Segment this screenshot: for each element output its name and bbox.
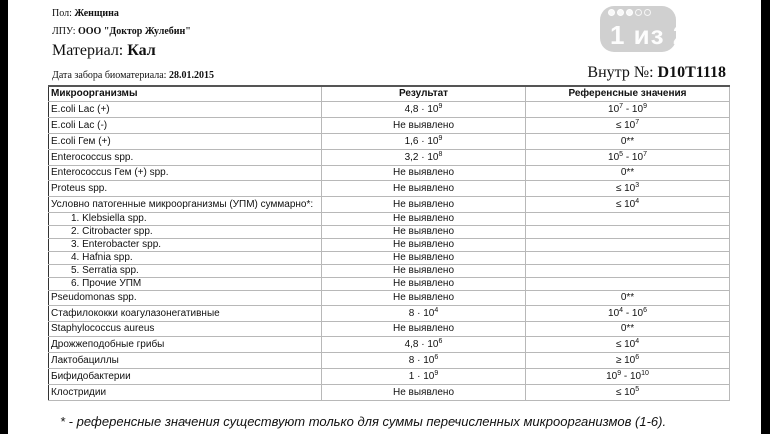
- reference-base: ≤ 10: [615, 182, 636, 194]
- result-base: 4,8 · 10: [404, 338, 439, 350]
- result-value: [322, 353, 526, 369]
- table-row: [49, 306, 730, 322]
- result-base: 8 · 10: [408, 354, 435, 366]
- reference-base: 10: [608, 151, 620, 163]
- reference-value: [526, 385, 730, 401]
- page-dot: [608, 9, 615, 16]
- reference-exponent: 4: [619, 306, 624, 314]
- microorganism-name: E.coli Lac (+): [49, 102, 322, 118]
- result-base: 1 · 10: [408, 370, 435, 382]
- reference-value: [526, 181, 730, 197]
- lpu-value: ООО "Доктор Жулебин": [77, 26, 191, 37]
- reference-value: [526, 252, 730, 265]
- reference-value: [526, 197, 730, 213]
- result-exponent: 9: [438, 134, 443, 142]
- table-row: [49, 134, 730, 150]
- reference-value: [526, 118, 730, 134]
- sex-value: Женщина: [74, 8, 119, 19]
- reference-exponent: 5: [635, 385, 640, 393]
- reference-exponent: 9: [617, 369, 622, 377]
- microorganism-name: 6. Прочие УПМ: [49, 278, 322, 291]
- results-table: [48, 85, 730, 401]
- reference-exponent: 6: [643, 306, 647, 314]
- reference-value: [526, 306, 730, 322]
- reference-value: [526, 278, 730, 291]
- reference-exponent: 10: [641, 369, 649, 377]
- reference-exponent: 6: [635, 353, 640, 361]
- result-exponent: 9: [438, 102, 443, 110]
- result-value: Не выявлено: [322, 385, 526, 401]
- reference-value: [526, 337, 730, 353]
- table-row: [49, 239, 730, 252]
- reference-base: - 10: [623, 151, 644, 163]
- result-base: 4,8 · 10: [404, 103, 439, 115]
- reference-base: 10: [608, 307, 620, 319]
- sex-label: Пол:: [52, 8, 72, 19]
- result-exponent: 6: [434, 353, 439, 361]
- column-header-reference: Референсные значения: [526, 86, 730, 102]
- reference-exponent: 7: [635, 118, 640, 126]
- reference-base: - 10: [621, 370, 642, 382]
- reference-base: 10: [608, 103, 620, 115]
- table-row: [49, 353, 730, 369]
- result-exponent: 8: [438, 150, 443, 158]
- table-row: [49, 197, 730, 213]
- date-value: 28.01.2015: [168, 70, 214, 81]
- reference-value: [526, 226, 730, 239]
- table-row: [49, 213, 730, 226]
- result-exponent: 4: [434, 306, 439, 314]
- reference-value: [526, 239, 730, 252]
- reference-value: [526, 369, 730, 385]
- result-base: 8 · 10: [408, 307, 435, 319]
- column-header-result: Результат: [322, 86, 526, 102]
- result-exponent: 9: [434, 369, 439, 377]
- lpu-label: ЛПУ:: [52, 26, 76, 37]
- page-dot: [617, 9, 624, 16]
- sample-date-line: [52, 70, 214, 81]
- reference-base: ≤ 10: [615, 386, 636, 398]
- material-value: Кал: [127, 42, 156, 59]
- footnote: * - референсные значения существуют только для суммы перечисленных микроорганизмов (1-6).: [60, 414, 667, 429]
- result-value: Не выявлено: [322, 291, 526, 306]
- reference-base: - 10: [623, 307, 644, 319]
- result-value: Не выявлено: [322, 265, 526, 278]
- table-row: [49, 265, 730, 278]
- result-value: Не выявлено: [322, 322, 526, 337]
- microorganism-name: 5. Serratia spp.: [49, 265, 322, 278]
- page-dot: [635, 9, 642, 16]
- microorganism-name: Стафилококки коагулазонегативные: [49, 306, 322, 322]
- reference-value: 0**: [526, 166, 730, 181]
- lpu-line: [52, 26, 191, 37]
- viewer-left-edge: [0, 0, 8, 434]
- microorganism-name: Бифидобактерии: [49, 369, 322, 385]
- table-row: [49, 166, 730, 181]
- page-dot: [626, 9, 633, 16]
- result-value: Не выявлено: [322, 278, 526, 291]
- page-counter: 1 из 2: [610, 20, 689, 50]
- microorganism-name: Pseudomonas spp.: [49, 291, 322, 306]
- reference-exponent: 5: [619, 150, 624, 158]
- result-value: Не выявлено: [322, 252, 526, 265]
- reference-base: ≤ 10: [615, 119, 636, 131]
- table-row: [49, 150, 730, 166]
- microorganism-name: 4. Hafnia spp.: [49, 252, 322, 265]
- microorganism-name: Staphylococcus aureus: [49, 322, 322, 337]
- result-value: [322, 102, 526, 118]
- result-value: Не выявлено: [322, 213, 526, 226]
- result-value: Не выявлено: [322, 239, 526, 252]
- table-row: [49, 291, 730, 306]
- table-row: [49, 181, 730, 197]
- microorganism-name: Enterococcus Гем (+) spp.: [49, 166, 322, 181]
- table-row: [49, 252, 730, 265]
- microorganism-name: Proteus spp.: [49, 181, 322, 197]
- reference-exponent: 9: [643, 102, 647, 110]
- table-row: [49, 102, 730, 118]
- reference-base: ≤ 10: [615, 198, 636, 210]
- internal-value: D10T1118: [657, 64, 726, 81]
- result-value: Не выявлено: [322, 166, 526, 181]
- reference-base: 10: [606, 370, 618, 382]
- column-header-microorganisms: Микроорганизмы: [49, 86, 322, 102]
- reference-value: [526, 102, 730, 118]
- table-row: [49, 226, 730, 239]
- microorganism-name: Лактобациллы: [49, 353, 322, 369]
- internal-number-line: [587, 64, 726, 82]
- viewer-right-edge: [761, 0, 770, 434]
- result-exponent: 6: [438, 337, 443, 345]
- result-value: Не выявлено: [322, 118, 526, 134]
- result-value: [322, 369, 526, 385]
- table-row: [49, 118, 730, 134]
- microorganism-name: Условно патогенные микроорганизмы (УПМ) суммарно*:: [49, 197, 322, 213]
- reference-value: 0**: [526, 134, 730, 150]
- table-row: [49, 369, 730, 385]
- page-dots: [608, 9, 651, 16]
- material-line: [52, 42, 156, 60]
- result-value: Не выявлено: [322, 197, 526, 213]
- microorganism-name: E.coli Гем (+): [49, 134, 322, 150]
- reference-base: ≤ 10: [615, 338, 636, 350]
- reference-base: ≥ 10: [615, 354, 636, 366]
- table-row: [49, 278, 730, 291]
- reference-value: [526, 213, 730, 226]
- result-value: Не выявлено: [322, 181, 526, 197]
- microorganism-name: 2. Citrobacter spp.: [49, 226, 322, 239]
- result-value: [322, 150, 526, 166]
- result-value: Не выявлено: [322, 226, 526, 239]
- reference-value: [526, 265, 730, 278]
- table-row: [49, 385, 730, 401]
- result-value: [322, 306, 526, 322]
- result-value: [322, 134, 526, 150]
- result-base: 1,6 · 10: [404, 135, 439, 147]
- reference-value: 0**: [526, 322, 730, 337]
- reference-exponent: 7: [643, 150, 647, 158]
- material-label: Материал:: [52, 42, 124, 59]
- table-row: [49, 322, 730, 337]
- reference-exponent: 7: [619, 102, 624, 110]
- reference-exponent: 3: [635, 181, 640, 189]
- patient-sex: [52, 8, 119, 19]
- microorganism-name: E.coli Lac (-): [49, 118, 322, 134]
- table-header-row: [49, 86, 730, 102]
- result-value: [322, 337, 526, 353]
- microorganism-name: Дрожжеподобные грибы: [49, 337, 322, 353]
- microorganism-name: 3. Enterobacter spp.: [49, 239, 322, 252]
- reference-exponent: 4: [635, 337, 640, 345]
- reference-value: [526, 353, 730, 369]
- microorganism-name: Enterococcus spp.: [49, 150, 322, 166]
- internal-label: Внутр №:: [587, 64, 654, 81]
- microorganism-name: Клостридии: [49, 385, 322, 401]
- reference-value: [526, 150, 730, 166]
- reference-exponent: 4: [635, 197, 640, 205]
- date-label: Дата забора биоматериала:: [52, 70, 167, 81]
- page-dot: [644, 9, 651, 16]
- reference-value: 0**: [526, 291, 730, 306]
- page-indicator: [600, 6, 689, 52]
- result-base: 3,2 · 10: [404, 151, 439, 163]
- reference-base: - 10: [623, 103, 644, 115]
- microorganism-name: 1. Klebsiella spp.: [49, 213, 322, 226]
- table-row: [49, 337, 730, 353]
